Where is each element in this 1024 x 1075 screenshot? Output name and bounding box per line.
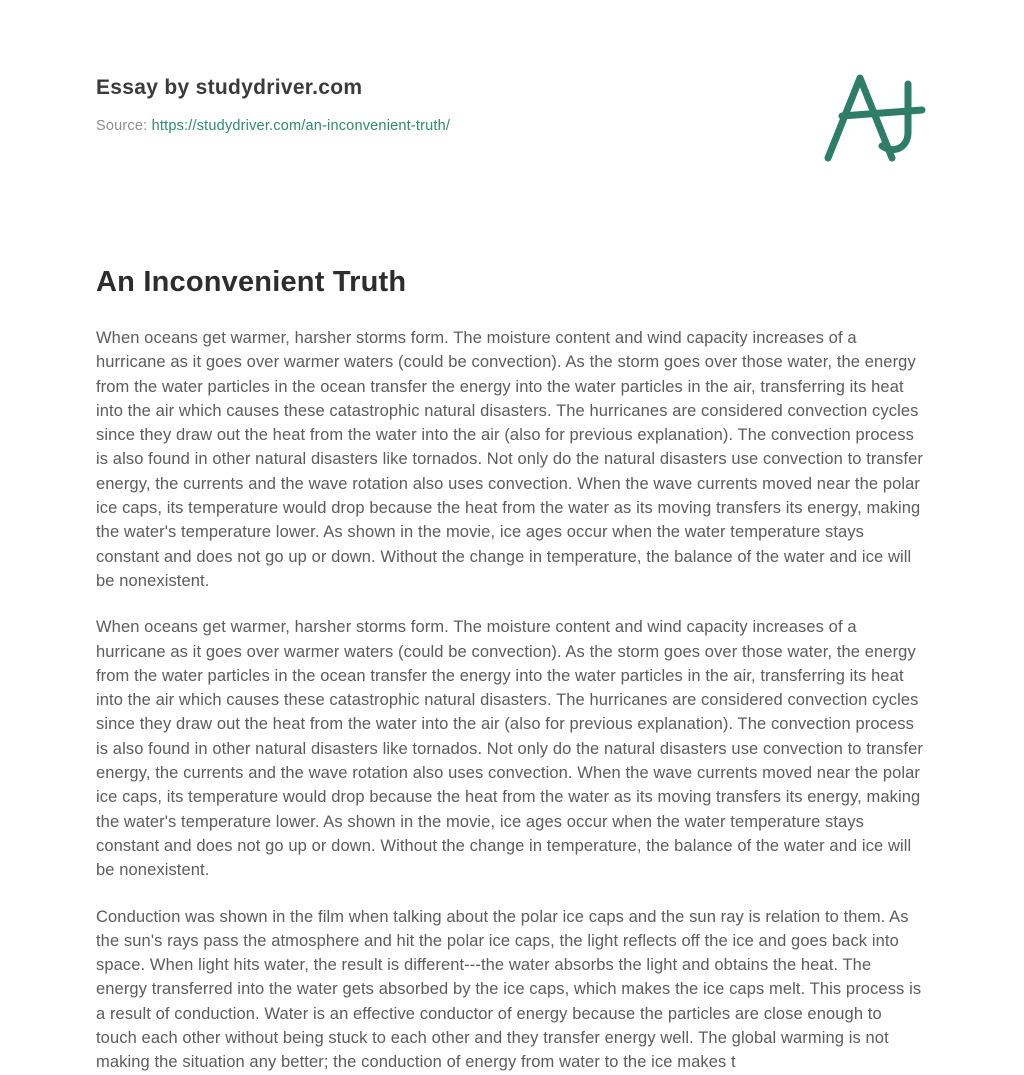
essay-paragraph-2: When oceans get warmer, harsher storms form. The moisture content and wind capacity increases of a hurricane as it goes over warmer waters (could be convection). As the storm goes over those water, the energy from the water particles in the ocean transfer the energy into the water particles in the air, transferring its heat into the air which causes these catastrophic natural disasters. The hurricanes are considered convection cycles since they draw out the heat from the water into the air (also for previous explanation). The convection process is also found in other natural disasters like tornados. Not only do the natural disasters use convection to transfer energy, the currents and the wave rotation also uses convection. When the wave currents moved near the polar ice caps, its temperature would drop because the heat from the water as its moving transfers its energy, making the water's temperature lower. As shown in the movie, ice ages occur when the water temperature stays constant and does not go up or down. Without the change in temperature, the balance of the water and ice will be nonexistent. xyxy=(96,618,923,880)
studydriver-logo-icon xyxy=(820,70,928,162)
essay-title: An Inconvenient Truth xyxy=(96,266,407,298)
source-line xyxy=(96,118,450,134)
source-label: Source: xyxy=(96,118,148,134)
page-header xyxy=(96,0,928,170)
source-link[interactable]: https://studydriver.com/an-inconvenient-truth/ xyxy=(151,118,451,134)
site-byline: Essay by studydriver.com xyxy=(96,76,363,99)
studydriver-logo xyxy=(820,70,928,162)
header-left xyxy=(96,76,450,134)
essay-paragraph-1: When oceans get warmer, harsher storms form. The moisture content and wind capacity increases of a hurricane as it goes over warmer waters (could be convection). As the storm goes over those water, the energy from the water particles in the ocean transfer the energy into the water particles in the air, transferring its heat into the air which causes these catastrophic natural disasters. The hurricanes are considered convection cycles since they draw out the heat from the water into the air (also for previous explanation). The convection process is also found in other natural disasters like tornados. Not only do the natural disasters use convection to transfer energy, the currents and the wave rotation also uses convection. When the wave currents moved near the polar ice caps, its temperature would drop because the heat from the water as its moving transfers its energy, making the water's temperature lower. As shown in the movie, ice ages occur when the water temperature stays constant and does not go up or down. Without the change in temperature, the balance of the water and ice will be nonexistent. xyxy=(96,329,923,590)
essay-paragraph-3: Conduction was shown in the film when talking about the polar ice caps and the sun ray is relation to them. As the sun's rays pass the atmosphere and hit the polar ice caps, the light reflects off the ice and goes back into space. When light hits water, the result is different---the water absorbs the light and obtains the heat. The energy transferred into the water gets absorbed by the ice caps, which makes the ice caps melt. This process is a result of conduction. Water is an effective conductor of energy because the particles are close enough to touch each other without being stuck to each other and they transfer energy well. The global warming is not making the situation any better; the conduction of energy from water to the ice makes t xyxy=(96,907,922,1072)
